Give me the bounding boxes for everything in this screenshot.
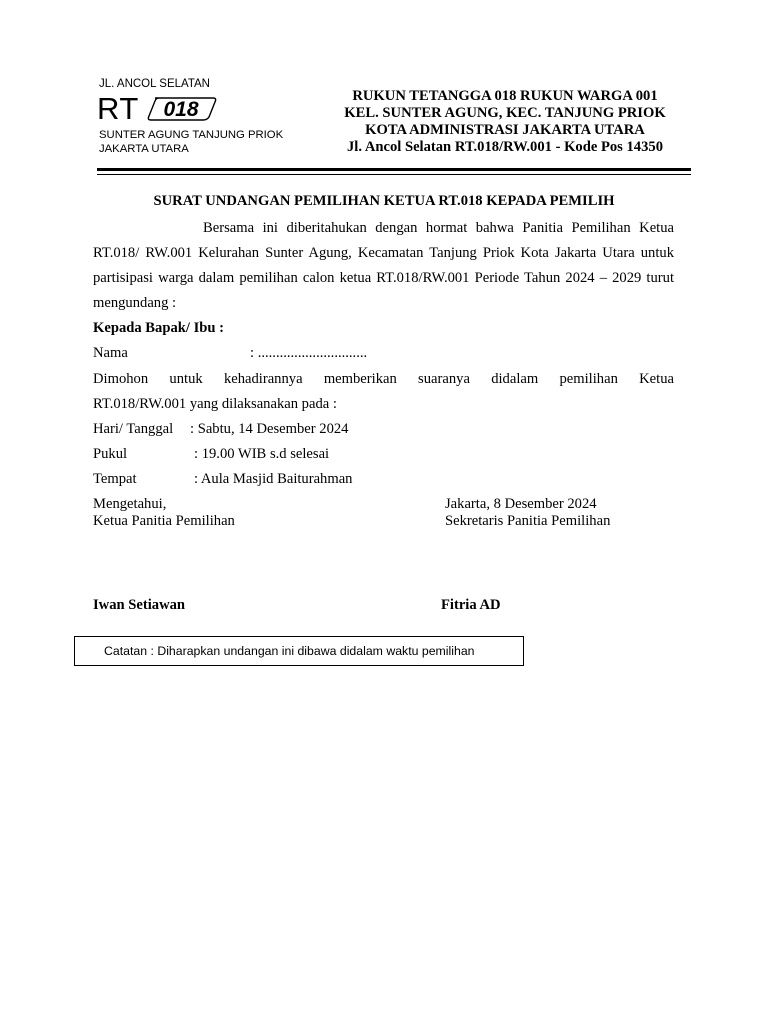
name-label: Nama: [93, 345, 128, 361]
header-line3: KOTA ADMINISTRASI JAKARTA UTARA: [365, 122, 645, 138]
time-label: Pukul: [93, 446, 128, 462]
logo-street: JL. ANCOL SELATAN: [99, 78, 210, 90]
header-line1: RUKUN TETANGGA 018 RUKUN WARGA 001: [352, 88, 658, 104]
letter-title: SURAT UNDANGAN PEMILIHAN KETUA RT.018 KEPADA PEMILIH: [153, 193, 615, 209]
date-label: Hari/ Tanggal: [93, 421, 174, 437]
request-line1: Dimohon untuk kehadirannya memberikan suaranya didalam pemilihan Ketua: [93, 371, 674, 387]
header-line2: KEL. SUNTER AGUNG, KEC. TANJUNG PRIOK: [344, 105, 666, 121]
logo-number-badge: [147, 96, 217, 122]
header-divider-thin: [97, 174, 691, 175]
request-line2: RT.018/RW.001 yang dilaksanakan pada :: [93, 396, 337, 412]
header-line4: Jl. Ancol Selatan RT.018/RW.001 - Kode Pos 14350: [346, 139, 663, 155]
logo-number: 018: [163, 98, 199, 121]
signature-right-line2: Sekretaris Panitia Pemilihan: [445, 513, 611, 529]
signature-left-line2: Ketua Panitia Pemilihan: [93, 513, 235, 529]
intro-paragraph: [93, 216, 674, 316]
signature-right-line1: Jakarta, 8 Desember 2024: [445, 496, 597, 512]
date-value: : Sabtu, 14 Desember 2024: [190, 421, 349, 437]
signature-right-name: Fitria AD: [441, 597, 501, 613]
intro-text: Bersama ini diberitahukan dengan hormat bahwa Panitia Pemilihan Ketua RT.018/ RW.001 Kelurahan Sunter Agung, Kecamatan Tanjung Priok Kota Jakarta Utara untuk partisipasi warga dalam pemilihan calon ketua RT.018/RW.001 Periode Tahun 2024 – 2029 turut mengundang :: [93, 220, 674, 311]
logo-subtitle-line1: SUNTER AGUNG TANJUNG PRIOK: [99, 129, 284, 141]
logo-subtitle-line2: JAKARTA UTARA: [99, 143, 189, 155]
logo-number-badge-shape: [147, 96, 217, 122]
request-paragraph: [93, 367, 674, 417]
logo-rt-text: RT: [97, 91, 139, 126]
note-box: [74, 636, 524, 666]
signature-left-name: Iwan Setiawan: [93, 597, 186, 613]
time-value: : 19.00 WIB s.d selesai: [194, 446, 330, 462]
place-label: Tempat: [93, 471, 137, 487]
signature-left-line1: Mengetahui,: [93, 496, 167, 512]
note-text: Catatan : Diharapkan undangan ini dibawa didalam waktu pemilihan: [104, 644, 475, 658]
name-field: : ..............................: [250, 345, 368, 361]
header-divider-thick: [97, 168, 691, 171]
recipient-heading: Kepada Bapak/ Ibu :: [93, 320, 224, 336]
place-value: : Aula Masjid Baiturahman: [194, 471, 353, 487]
